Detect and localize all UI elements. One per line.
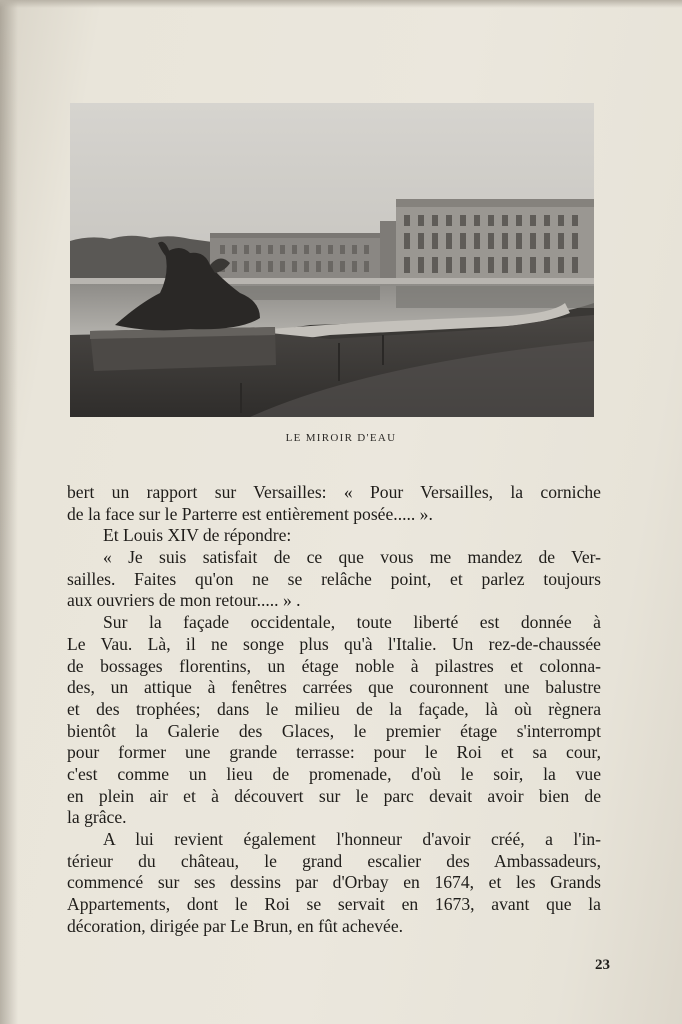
page-number: 23 [595, 957, 610, 973]
text-line: sailles. Faites qu'on ne se relâche point, et parlez toujours [67, 568, 601, 589]
text-line: Sur la façade occidentale, toute liberté est donnée à [103, 612, 601, 633]
text-line: c'est comme un lieu de promenade, d'où le soir, la vue [67, 763, 601, 784]
text-line: aux ouvriers de mon retour..... » . [67, 590, 301, 611]
text-line: bert un rapport sur Versailles: « Pour Versailles, la corniche [67, 482, 601, 502]
text-line: de bossages florentins, un étage noble à pilastres et colonna- [67, 655, 601, 676]
body-text [67, 482, 601, 937]
text-line: Le Vau. Là, il ne songe plus qu'à l'Italie. Un rez-de-chaussée [67, 633, 601, 654]
text-line: pour former une grande terrasse: pour le Roi et sa cour, [67, 742, 601, 763]
text-line: Appartements, dont le Roi se servait en 1673, avant que la [67, 894, 601, 915]
page-top-edge [0, 0, 682, 8]
text-line: Et Louis XIV de répondre: [103, 525, 292, 546]
page-gutter-shadow [0, 0, 18, 1024]
photo-caption: LE MIROIR D'EAU [285, 432, 397, 444]
text-line: des, un attique à fenêtres carrées que couronnent une balustre [67, 677, 601, 698]
text-line: « Je suis satisfait de ce que vous me mandez de Ver- [103, 547, 601, 568]
text-line: la grâce. [67, 807, 127, 828]
text-line: térieur du château, le grand escalier des Ambassadeurs, [67, 850, 601, 871]
text-line: de la face sur le Parterre est entièrement posée..... ». [67, 503, 433, 524]
text-line: commencé sur ses dessins par d'Orbay en 1674, et les Grands [67, 872, 601, 893]
text-line: et des trophées; dans le milieu de la façade, là où règnera [67, 698, 601, 719]
text-line: décoration, dirigée par Le Brun, en fût achevée. [67, 915, 404, 936]
photograph-miroir-d-eau [70, 103, 594, 417]
text-line: en plein air et à découvert sur le parc devait avoir bien de [67, 785, 601, 806]
text-line: A lui revient également l'honneur d'avoir créé, a l'in- [103, 829, 601, 849]
text-line: bientôt la Galerie des Glaces, le premier étage s'interrompt [67, 720, 601, 741]
